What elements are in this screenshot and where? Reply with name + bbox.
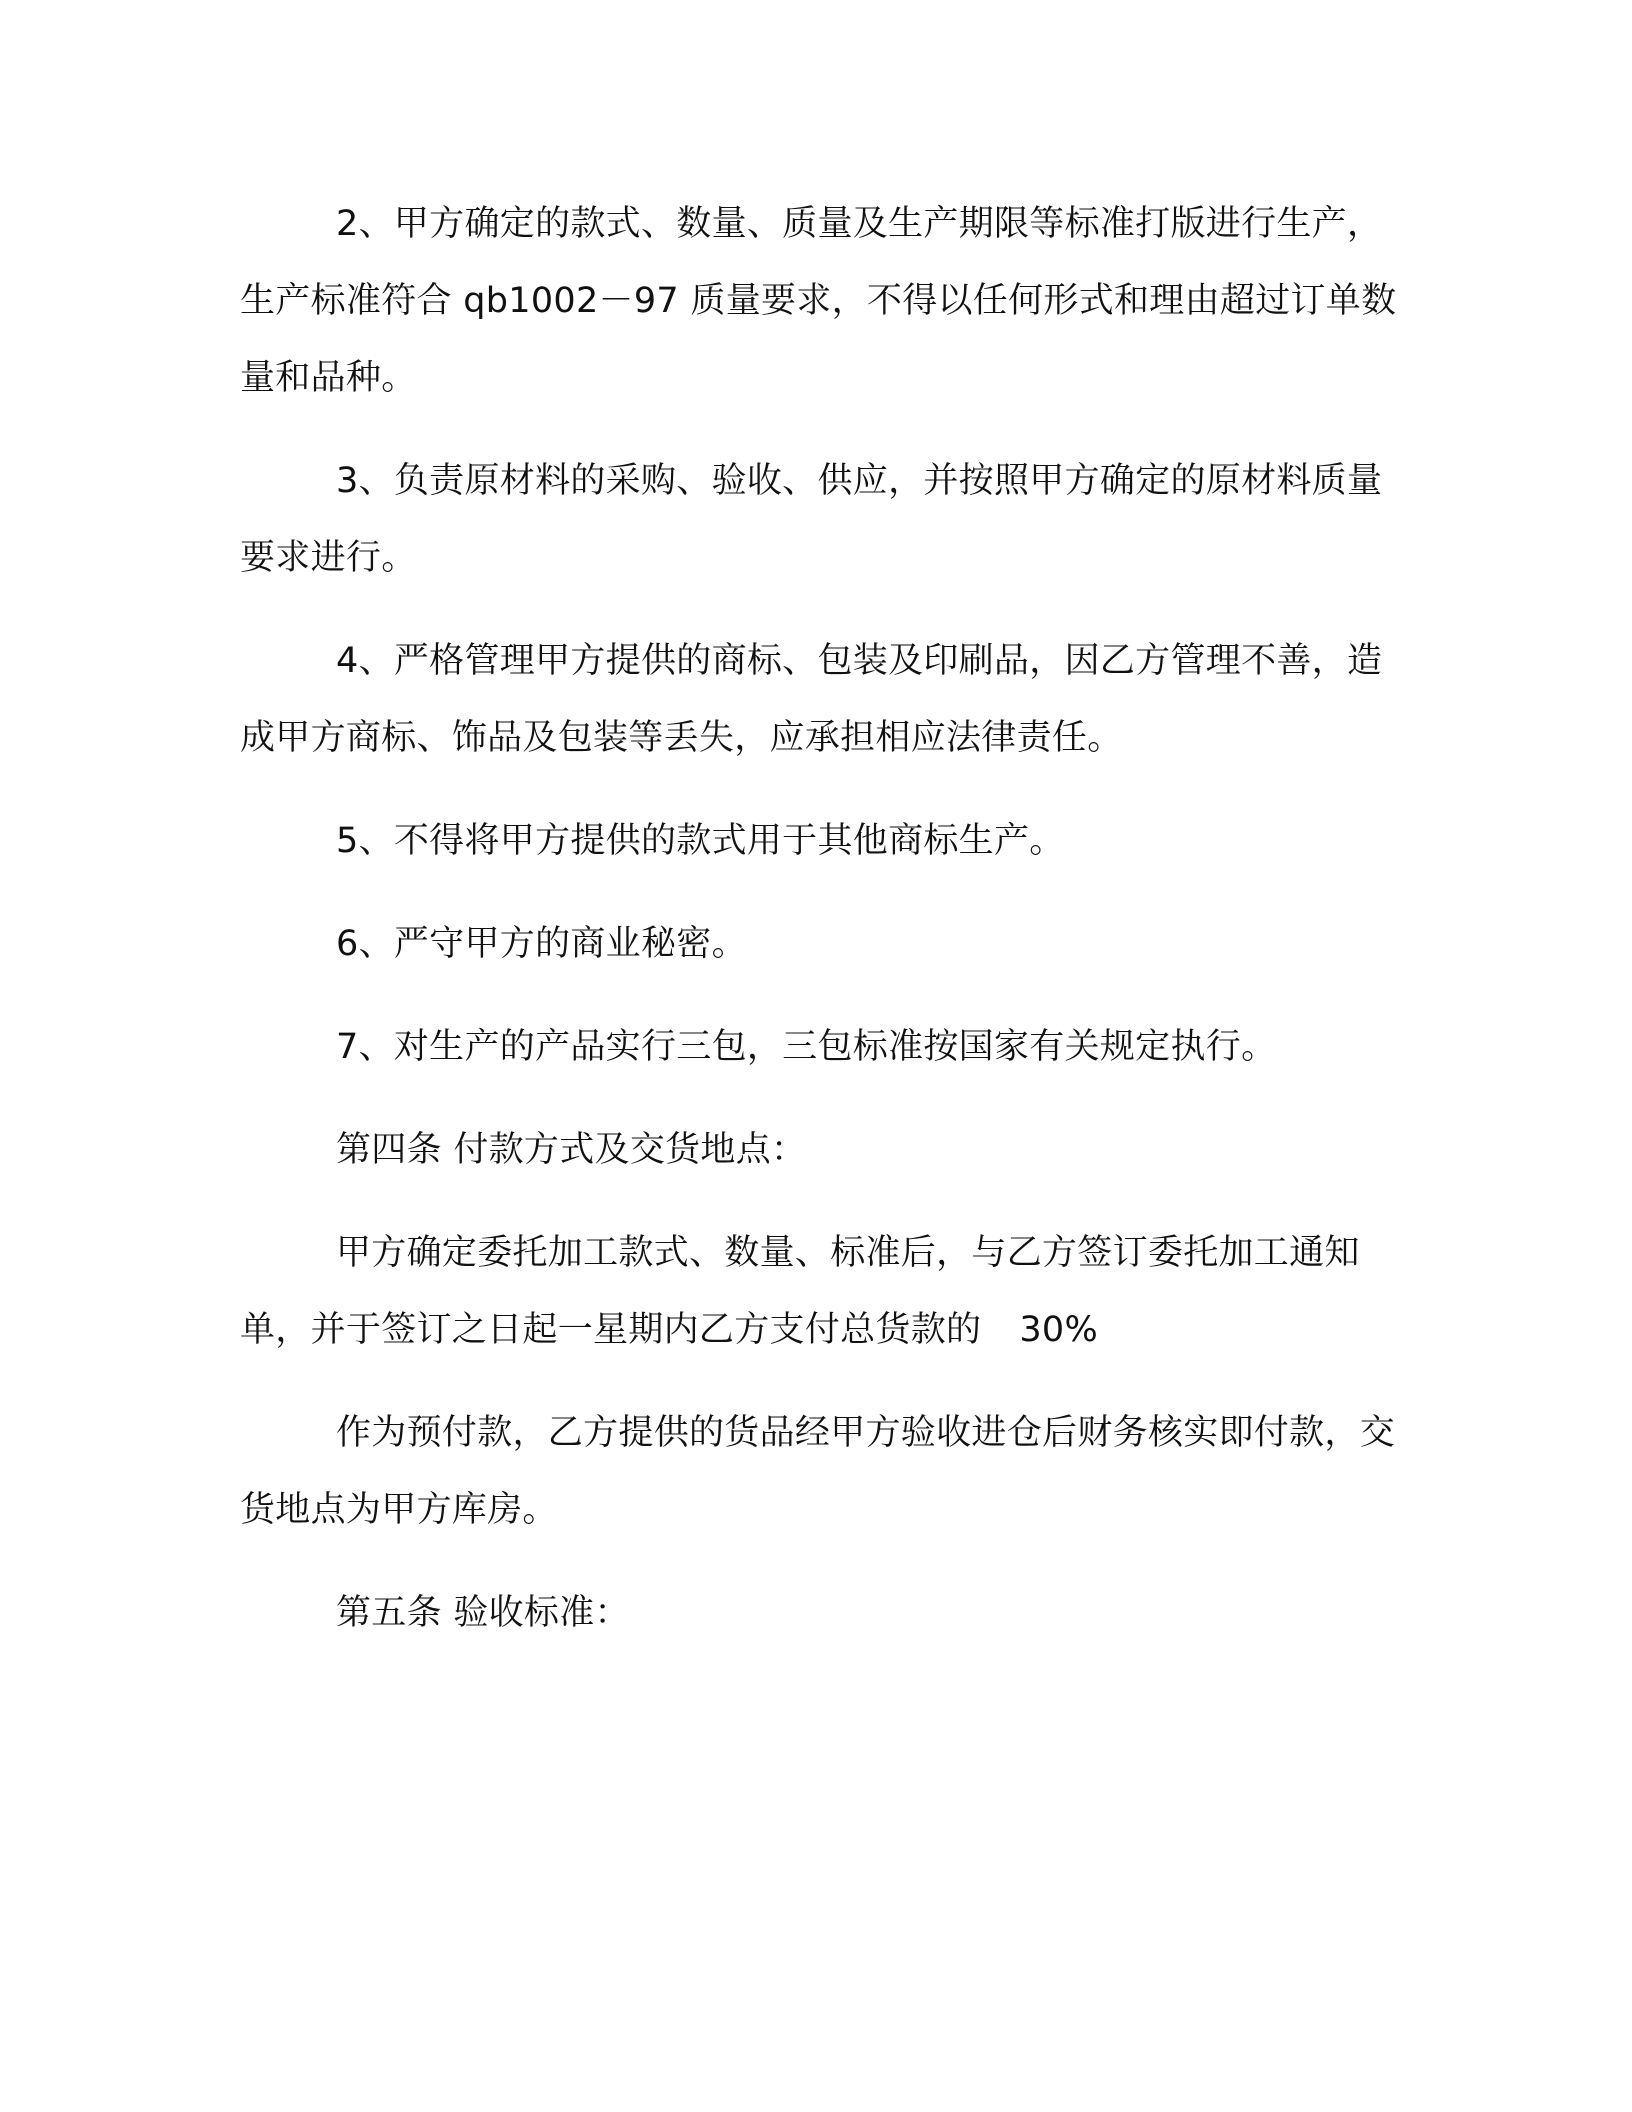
payment-terms-continued: 作为预付款，乙方提供的货品经甲方验收进仓后财务核实即付款，交货地点为甲方库房。 [240,1413,1396,1530]
clause-2: 2、甲方确定的款式、数量、质量及生产期限等标准打版进行生产，生产标准符合 qb1002－97 质量要求，不得以任何形式和理由超过订单数量和品种。 [240,204,1397,398]
clause-7: 7、对生产的产品实行三包，三包标准按国家有关规定执行。 [336,1027,1277,1067]
article-4-heading: 第四条 付款方式及交货地点： [336,1130,807,1170]
payment-percentage: 30% [1019,1310,1099,1350]
payment-terms [240,1215,1412,1369]
clause-6: 6、严守甲方的商业秘密。 [336,924,747,964]
payment-terms-text: 甲方确定委托加工款式、数量、标准后，与乙方签订委托加工通知单，并于签订之日起一星期内乙方支付总货款的 [240,1233,1360,1350]
clause-3: 3、负责原材料的采购、验收、供应，并按照甲方确定的原材料质量要求进行。 [240,461,1383,578]
article-5-heading: 第五条 验收标准： [336,1593,630,1633]
clause-5: 5、不得将甲方提供的款式用于其他商标生产。 [336,821,1065,861]
clause-4: 4、严格管理甲方提供的商标、包装及印刷品，因乙方管理不善，造成甲方商标、饰品及包装等丢失，应承担相应法律责任。 [240,641,1383,758]
document-body [240,186,1412,1652]
